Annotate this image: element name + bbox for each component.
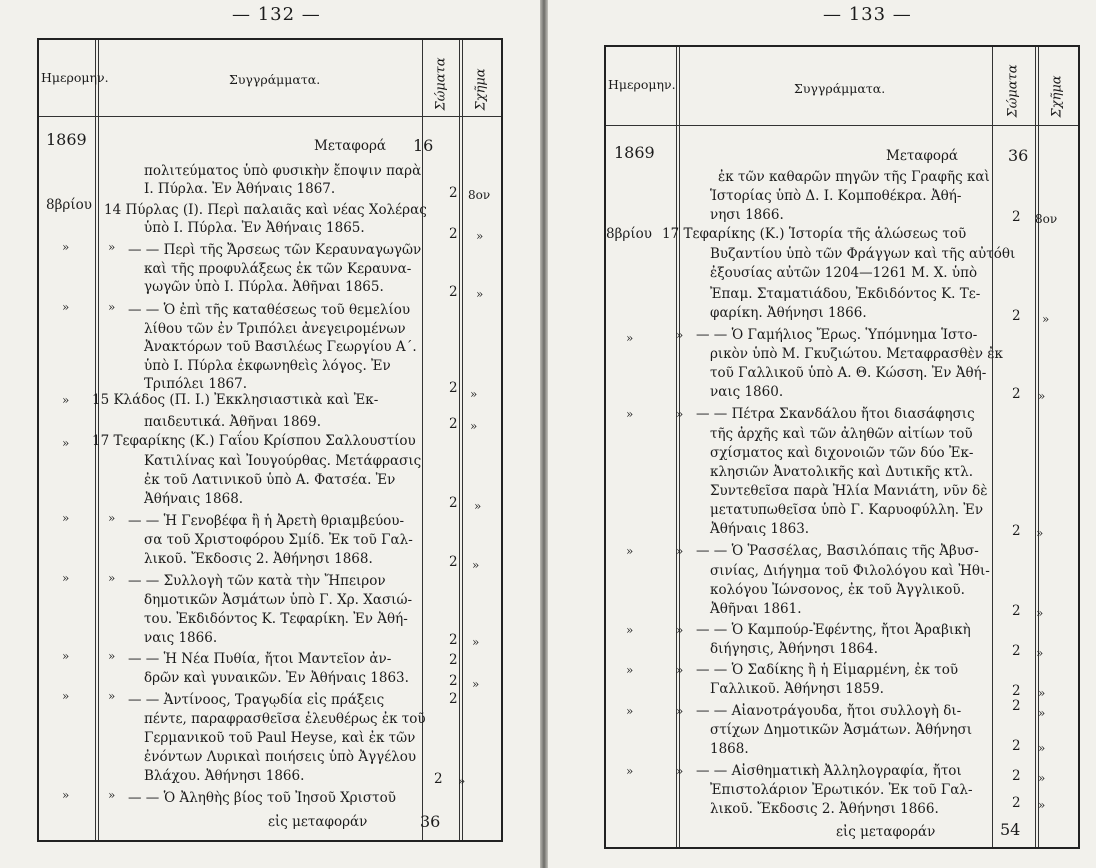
entry-line: κολόγου Ἰώνσονος, ἐκ τοῦ Ἀγγλικοῦ. — [710, 582, 965, 598]
entry-line: — — Συλλογὴ τῶν κατὰ τὴν Ἤπειρον — [128, 573, 386, 589]
volume-mark: 2 — [449, 380, 458, 396]
volume-mark: 2 — [449, 284, 458, 300]
entry-line: 14 Πύρλας (Ι). Περὶ παλαιᾶς καὶ νέας Χολέρας — [104, 202, 427, 218]
book-gutter — [540, 0, 548, 868]
carried-label: Μεταφορά — [886, 148, 959, 164]
entry-line: 17 Τεφαρίκης (Κ.) Ἱστορία τῆς ἁλώσεως τοῦ — [662, 226, 967, 242]
format-mark: » — [472, 558, 480, 572]
format-mark: » — [476, 229, 484, 243]
format-mark: » — [470, 419, 478, 433]
volume-mark: 2 — [1012, 386, 1021, 402]
ditto-mark: » — [108, 240, 116, 254]
entry-line: σα τοῦ Χριστοφόρου Σμίδ. Ἐκ τοῦ Γαλ- — [144, 532, 413, 548]
footer-count: 54 — [1000, 820, 1021, 839]
format-mark: » — [1038, 741, 1046, 755]
entry-line: 1868. — [710, 741, 749, 757]
volume-mark: 2 — [449, 185, 458, 201]
header-format: Σχῆμα — [1049, 75, 1065, 118]
entry-line: κλησιῶν Ἀνατολικῆς καὶ Δυτικῆς κτλ. — [710, 464, 973, 480]
entry-line: ἐκ τῶν καθαρῶν πηγῶν τῆς Γραφῆς καὶ — [718, 169, 990, 185]
ditto-mark: » — [676, 764, 684, 778]
entry-line: στίχων Δημοτικῶν Ἀσμάτων. Ἀθήνησι — [710, 722, 972, 738]
entry-line: — — Ὁ ἐπὶ τῆς καταθέσεως τοῦ θεμελίου — [128, 302, 411, 318]
header-works: Συγγράμματα. — [229, 72, 321, 87]
entry-line: μετατυπωθεῖσα ὑπὸ Γ. Καρυοφύλλη. Ἐν — [710, 502, 984, 518]
ditto-mark: » — [62, 571, 70, 585]
format-mark: » — [1036, 526, 1044, 540]
left-page — [0, 0, 540, 868]
volume-mark: 2 — [1012, 643, 1021, 659]
ditto-mark: » — [676, 544, 684, 558]
entry-line: — — Περὶ τῆς Ἄρσεως τῶν Κεραυναγωγῶν — [128, 242, 422, 258]
entry-line: λικοῦ. Ἔκδοσις 2. Ἀθήνησι 1866. — [710, 801, 939, 817]
entry-line: 15 Κλάδος (Π. Ι.) Ἐκκλησιαστικὰ καὶ Ἐκ- — [92, 392, 379, 408]
entry-line: Γαλλικοῦ. Ἀθήνησι 1859. — [710, 681, 884, 697]
header-volumes: Σώματα — [1005, 64, 1021, 118]
entry-line: ἐκ τοῦ Λατινικοῦ ὑπὸ Α. Φατσέα. Ἐν — [144, 472, 396, 488]
header-format: Σχῆμα — [473, 68, 489, 111]
format-mark: » — [476, 287, 484, 301]
ditto-mark: » — [676, 663, 684, 677]
entry-line: — — Αἰσθηματικὴ Ἀλληλογραφία, ἤτοι — [696, 763, 962, 779]
entry-line: Ἱστορίας ὑπὸ Δ. Ι. Κομποθέκρα. Ἀθή- — [710, 188, 962, 204]
entry-line: νησι 1866. — [710, 207, 784, 223]
entry-line: πολιτεύματος ὑπὸ φυσικὴν ἔποψιν παρὰ — [144, 163, 422, 179]
format-mark: 8ον — [468, 188, 491, 202]
entry-line: — — Ὁ Γαμήλιος Ἔρως. Ὑπόμνημα Ἱστο- — [696, 327, 978, 343]
header-rule — [39, 116, 501, 117]
ditto-mark: » — [108, 788, 116, 802]
ditto-mark: » — [62, 511, 70, 525]
month: 8βρίου — [46, 197, 92, 213]
volume-mark: 2 — [449, 495, 458, 511]
volume-mark: 2 — [1012, 603, 1021, 619]
volume-mark: 2 — [449, 416, 458, 432]
volume-mark: 2 — [449, 652, 458, 668]
entry-line: — — Ὁ Καμπούρ-Ἐφέντης, ἤτοι Ἀραβικὴ — [696, 622, 971, 638]
year: 1869 — [46, 130, 87, 149]
ditto-mark: » — [62, 240, 70, 254]
entry-line: ὑπὸ Ι. Πύρλα. Ἐν Ἀθήναις 1865. — [144, 220, 365, 236]
format-mark: » — [1042, 312, 1050, 326]
entry-line: παιδευτικά. Ἀθῆναι 1869. — [144, 414, 322, 430]
entry-line: Τριπόλει 1867. — [144, 376, 248, 392]
header-date: Ημερομην. — [608, 77, 676, 92]
entry-line: ναις 1860. — [710, 384, 784, 400]
ditto-mark: » — [626, 764, 634, 778]
ditto-mark: » — [676, 623, 684, 637]
ditto-mark: » — [676, 704, 684, 718]
volume-mark: 2 — [1012, 738, 1021, 754]
entry-line: πέντε, παραφρασθεῖσα ἐλευθέρως ἐκ τοῦ — [144, 711, 426, 727]
entry-line: σινίας, Διήγημα τοῦ Φιλολόγου καὶ Ἠθι- — [710, 563, 990, 579]
entry-line: Ἐπαμ. Σταματιάδου, Ἐκδιδόντος Κ. Τε- — [710, 286, 981, 302]
year: 1869 — [614, 143, 655, 162]
ditto-mark: » — [62, 393, 70, 407]
entry-line: καὶ τῆς προφυλάξεως ἐκ τῶν Κεραυνα- — [144, 261, 412, 277]
format-mark: » — [470, 387, 478, 401]
column-divider — [676, 47, 677, 847]
ditto-mark: » — [62, 788, 70, 802]
entry-line: Βυζαντίου ὑπὸ τῶν Φράγγων καὶ τῆς αὐτόθι — [710, 246, 1016, 262]
ditto-mark: » — [676, 328, 684, 342]
volume-mark: 2 — [1012, 308, 1021, 324]
format-mark: » — [1038, 389, 1046, 403]
format-mark: » — [1038, 771, 1046, 785]
header-works: Συγγράμματα. — [794, 81, 886, 96]
entry-line: Ἐπιστολάριον Ἐρωτικόν. Ἐκ τοῦ Γαλ- — [710, 782, 973, 798]
volume-mark: 2 — [449, 632, 458, 648]
ditto-mark: » — [108, 511, 116, 525]
entry-line: Κατιλίνας καὶ Ἰουγούρθας. Μετάφρασις — [144, 453, 422, 469]
carried-label: Μεταφορά — [314, 138, 387, 154]
entry-line: — — Ἀντίνοος, Τραγῳδία εἰς πράξεις — [128, 692, 385, 708]
ditto-mark: » — [62, 649, 70, 663]
entry-line: 17 Τεφαρίκης (Κ.) Γαΐου Κρίσπου Σαλλουστίου — [92, 433, 416, 449]
entry-line: ναις 1866. — [144, 630, 218, 646]
entry-line: — — Ὁ Ἀληθὴς βίος τοῦ Ἰησοῦ Χριστοῦ — [128, 790, 396, 806]
column-divider — [992, 47, 993, 847]
entry-line: Συντεθεῖσα παρὰ Ἠλία Μανιάτη, νῦν δὲ — [710, 483, 988, 499]
entry-line: Ι. Πύρλα. Ἐν Ἀθήναις 1867. — [144, 181, 336, 197]
entry-line: δημοτικῶν Ἀσμάτων ὑπὸ Γ. Χρ. Χασιώ- — [144, 592, 413, 608]
format-mark: » — [472, 677, 480, 691]
volume-mark: 2 — [449, 691, 458, 707]
ditto-mark: » — [108, 300, 116, 314]
entry-line: Γερμανικοῦ τοῦ Paul Heyse, καὶ ἐκ τῶν — [144, 730, 416, 746]
entry-line: γωγῶν ὑπὸ Ι. Πύρλα. Ἀθῆναι 1865. — [144, 279, 384, 295]
header-date: Ημερομην. — [41, 70, 109, 85]
entry-line: ὑπὸ Ι. Πύρλα ἐκφωνηθεὶς λόγος. Ἐν — [144, 358, 391, 374]
entry-line: ἐνόντων Λυρικαὶ ποιήσεις ὑπὸ Ἀγγέλου — [144, 749, 417, 765]
carried-count: 36 — [1008, 146, 1029, 165]
format-mark: » — [1036, 606, 1044, 620]
volume-mark: 2 — [1012, 209, 1021, 225]
format-mark: » — [458, 774, 466, 788]
entry-line: — — Πέτρα Σκανδάλου ἤτοι διασάφησις — [696, 406, 975, 422]
entry-line: Ἀθήναις 1868. — [144, 491, 244, 507]
ditto-mark: » — [626, 544, 634, 558]
entry-line: Βλάχου. Ἀθήνησι 1866. — [144, 768, 305, 784]
page-number: — 133 — — [823, 4, 912, 25]
entry-line: — — Ὁ Ῥασσέλας, Βασιλόπαις τῆς Ἀβυσ- — [696, 543, 979, 559]
entry-line: του. Ἐκδιδόντος Κ. Τεφαρίκη. Ἐν Ἀθή- — [144, 611, 408, 627]
footer-label: εἰς μεταφοράν — [836, 824, 936, 840]
entry-line: — — Ἡ Νέα Πυθία, ἤτοι Μαντεῖον ἀν- — [128, 651, 392, 667]
entry-line: — — Αἰανοτράγουδα, ἤτοι συλλογὴ δι- — [696, 703, 962, 719]
entry-line: τοῦ Γαλλικοῦ ὑπὸ Α. Θ. Κώσση. Ἐν Ἀθή- — [710, 365, 987, 381]
volume-mark: 2 — [449, 673, 458, 689]
ditto-mark: » — [62, 300, 70, 314]
format-mark: 8ον — [1035, 212, 1058, 226]
right-page — [548, 0, 1096, 868]
format-mark: » — [1038, 798, 1046, 812]
volume-mark: 2 — [1012, 523, 1021, 539]
ditto-mark: » — [62, 436, 70, 450]
column-divider — [459, 40, 460, 840]
entry-line: — — Ὁ Σαδίκης ἢ ἡ Εἱμαρμένη, ἐκ τοῦ — [696, 662, 959, 678]
volume-mark: 2 — [1012, 698, 1021, 714]
carried-count: 16 — [413, 136, 434, 155]
entry-line: Ἀθῆναι 1861. — [710, 601, 802, 617]
volume-mark: 2 — [1012, 683, 1021, 699]
ditto-mark: » — [676, 407, 684, 421]
entry-line: τῆς ἀρχῆς καὶ τῶν ἀληθῶν αἰτίων τοῦ — [710, 426, 973, 442]
column-divider — [462, 40, 463, 840]
volume-mark: 2 — [434, 771, 443, 787]
ditto-mark: » — [626, 407, 634, 421]
ditto-mark: » — [108, 571, 116, 585]
entry-line: Ἀθήναις 1863. — [710, 521, 810, 537]
entry-line: ρικὸν ὑπὸ Μ. Γκυζιώτου. Μεταφρασθὲν ἐκ — [710, 346, 1003, 362]
ditto-mark: » — [626, 704, 634, 718]
footer-label: εἰς μεταφοράν — [268, 814, 368, 830]
entry-line: λικοῦ. Ἔκδοσις 2. Ἀθήνησι 1868. — [144, 551, 373, 567]
entry-line: Ἀνακτόρων τοῦ Βασιλέως Γεωργίου Α΄. — [144, 339, 417, 355]
volume-mark: 2 — [449, 226, 458, 242]
entry-line: ἐξουσίας αὐτῶν 1204—1261 Μ. Χ. ὑπὸ — [710, 265, 978, 281]
format-mark: » — [1036, 646, 1044, 660]
format-mark: » — [1038, 686, 1046, 700]
ditto-mark: » — [108, 689, 116, 703]
ditto-mark: » — [626, 331, 634, 345]
footer-count: 36 — [420, 812, 441, 831]
volume-mark: 2 — [449, 554, 458, 570]
entry-line: σχίσματος καὶ διχονοιῶν τῶν δύο Ἐκ- — [710, 445, 974, 461]
ditto-mark: » — [62, 689, 70, 703]
month: 8βρίου — [606, 226, 652, 242]
format-mark: » — [472, 635, 480, 649]
ditto-mark: » — [626, 663, 634, 677]
column-divider — [679, 47, 680, 847]
format-mark: » — [474, 499, 482, 513]
entry-line: — — Ἡ Γενοβέφα ἢ ἡ Ἀρετὴ θριαμβεύου- — [128, 513, 405, 529]
entry-line: διήγησις, Ἀθήνησι 1864. — [710, 641, 879, 657]
column-divider — [1035, 47, 1036, 847]
header-rule — [606, 125, 1078, 126]
volume-mark: 2 — [1012, 768, 1021, 784]
page-number: — 132 — — [232, 4, 321, 25]
entry-line: δρῶν καὶ γυναικῶν. Ἐν Ἀθήναις 1863. — [144, 670, 409, 686]
entry-line: φαρίκη. Ἀθήνησι 1866. — [710, 305, 867, 321]
header-volumes: Σώματα — [433, 57, 449, 111]
column-divider — [1038, 47, 1039, 847]
volume-mark: 2 — [1012, 795, 1021, 811]
ditto-mark: » — [108, 649, 116, 663]
entry-line: λίθου τῶν ἐν Τριπόλει ἀνεγειρομένων — [144, 321, 406, 337]
ditto-mark: » — [626, 623, 634, 637]
format-mark: » — [1038, 706, 1046, 720]
